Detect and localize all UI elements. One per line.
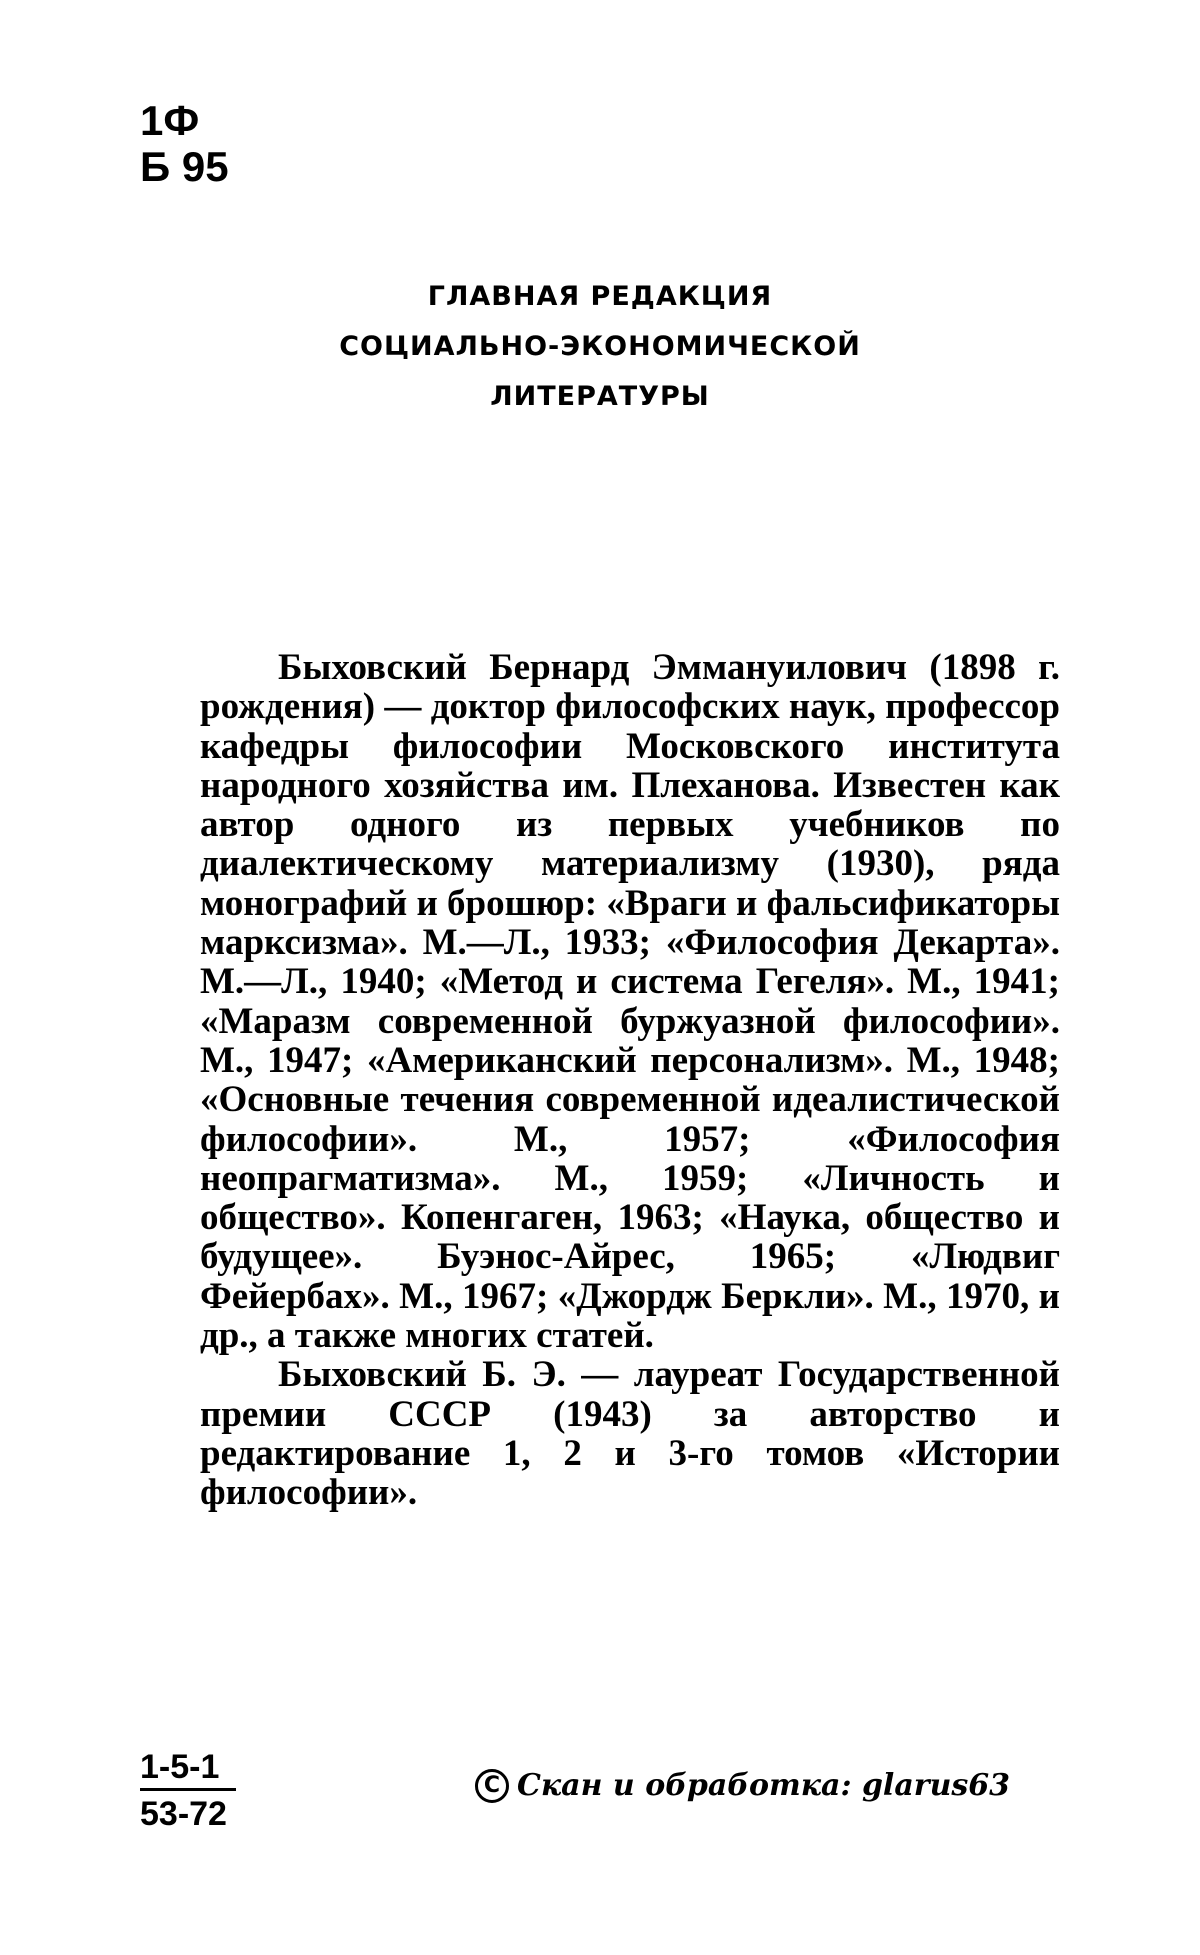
biography-paragraph-1: Быховский Бернард Эммануилович (1898 г. рождения) — доктор философских наук, профессор кафедры философии Московского института народного хозяйства им. Плеханова. Известен как автор одного из первых учебников по диалектическому материализму (1930), ряда монографий и брошюр: «Враги и фальсификаторы марксизма». М.—Л., 1933; «Философия Декарта». М.—Л., 1940; «Метод и система Гегеля». М., 1941; «Маразм современной буржуазной философии». М., 1947; «Американский персонализм». М., 1948; «Основные течения современной идеалистической философии». М., 1957; «Философия неопрагматизма». М., 1959; «Личность и общество». Копенгаген, 1963; «Наука, общество и будущее». Буэнос-Айрес, 1965; «Людвиг Фейербах». М., 1967; «Джордж Беркли». М., 1970, и др., а также многих статей. [200, 647, 1060, 1357]
classification-line-1: 1Ф [140, 97, 200, 144]
publication-code [140, 1748, 236, 1835]
publisher-line-3: ЛИТЕРАТУРЫ [490, 381, 710, 412]
copyright-icon: C [475, 1769, 509, 1803]
scan-credit [475, 1768, 1010, 1803]
publisher-line-1: ГЛАВНАЯ РЕДАКЦИЯ [427, 281, 773, 312]
classification-code [140, 98, 229, 190]
classification-line-2: Б 95 [140, 143, 229, 190]
publisher-line-2: СОЦИАЛЬНО-ЭКОНОМИЧЕСКОЙ [339, 331, 861, 362]
scan-credit-text: Скан и обработка: glarus63 [517, 1768, 1011, 1803]
publication-code-bottom: 53-72 [140, 1795, 227, 1833]
publisher-heading [0, 272, 1200, 422]
publication-code-top: 1-5-1 [140, 1748, 236, 1791]
biography-paragraph-2: Быховский Б. Э. — лауреат Государственной премии СССР (1943) за авторство и редактирование 1, 2 и 3-го томов «Истории философии». [200, 1354, 1060, 1514]
author-biography [200, 648, 1060, 1513]
